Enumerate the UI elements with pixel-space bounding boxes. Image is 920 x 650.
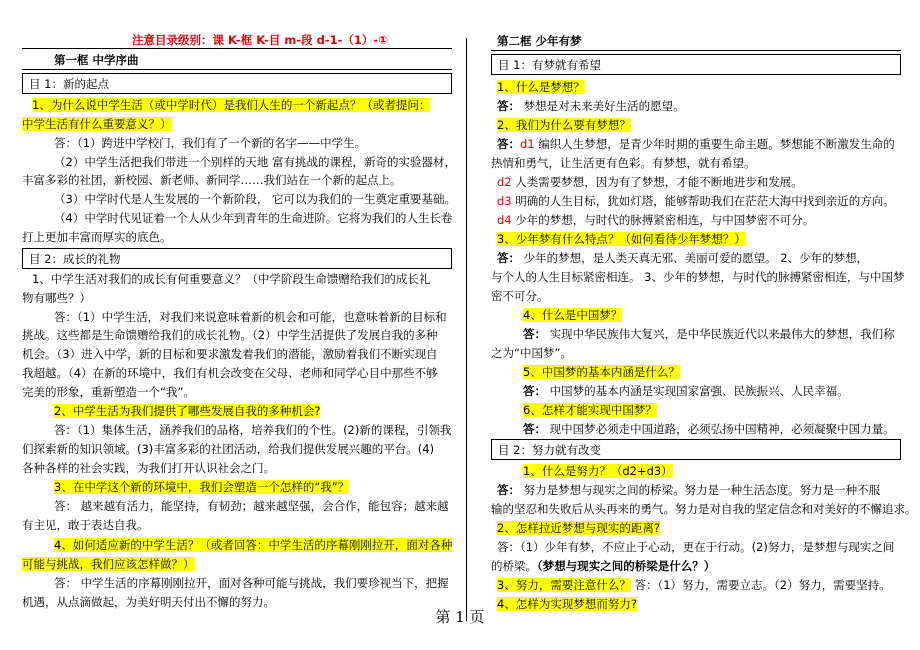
answer-line: 有主见，敢于表达自我。 — [22, 518, 149, 532]
answer-line: 1、中学生活对我们的成长有何重要意义？（中学阶段生命馈赠给我们的成长礼 — [32, 272, 431, 286]
answer-line: d4 少年的梦想，与时代的脉搏紧密相连，与中国梦密不可分。 — [497, 213, 815, 227]
answer-line: 答： 中学生活的序幕刚刚拉开，面对各种可能与挑战，我们要珍视当下，把握 — [54, 576, 449, 590]
question-line: 4、什么是中国梦？ — [523, 308, 623, 322]
question-line: 1、什么是梦想？ — [497, 80, 585, 94]
section-heading: 目 2：努力就有改变 — [491, 439, 901, 460]
section-heading: 目 1：有梦就有希望 — [491, 54, 901, 75]
answer-line: 的桥梁。（梦想与现实之间的桥梁是什么？） — [491, 559, 716, 573]
answer-line: （3）中学时代是人生发展的一个新阶段， 它可以为我们的一生奠定重要基础。 — [54, 192, 456, 206]
answer-line: 各种各样的社会实践，为我们打开认识社会之门。 — [22, 461, 275, 475]
question-line: 4、怎样为实现梦想而努力? — [497, 597, 637, 611]
question-line: 6、怎样才能实现中国梦？ — [523, 403, 657, 417]
answer-line: 答： 实现中华民族伟大复兴，是中华民族近代以来最伟大的梦想，我们称 — [523, 327, 895, 341]
question-line: 4、如何适应新的中学生活？（或者回答：中学生活的序幕刚刚拉开，面对各种 — [54, 538, 453, 552]
question-line: 3、少年梦有什么特点？（如何看待少年梦想？） — [497, 232, 746, 246]
answer-line: 与个人的人生目标紧密相连。 3、少年的梦想，与时代的脉搏紧密相连，与中国梦 — [491, 270, 905, 284]
answer-line: 密不可分。 — [491, 289, 549, 303]
answer-line: 答：（1）少年有梦，不应止于心动，更在于行动。(2)努力，是梦想与现实之间 — [497, 540, 895, 554]
page-number: 第 1 页 — [435, 608, 485, 626]
divider — [22, 48, 452, 49]
answer-line: 热情和勇气，让生活更有色彩。有梦想，就有希望。 — [491, 156, 756, 170]
question-line: 5、中国梦的基本内涵是什么？ — [523, 365, 680, 379]
answer-line: 物有哪些？） — [22, 291, 91, 305]
answer-line: 之为“中国梦”。 — [491, 346, 572, 360]
answer-line: 答： 现中国梦必须走中国道路，必须弘扬中国精神，必须凝聚中国力量。 — [523, 422, 895, 436]
answer-line: 完美的形象，重新塑造一个“我”。 — [22, 385, 195, 399]
answer-line: 机会。（3）进入中学，新的目标和要求激发着我们的潜能，激励着我们不断实现自 — [22, 347, 438, 361]
question-line: 1、为什么说中学生活（或中学时代）是我们人生的一个新起点？（或者提问： — [32, 98, 431, 112]
answer-line: 答：（1）中学生活，对我们来说意味着新的机会和可能，也意味着新的目标和 — [54, 310, 447, 324]
answer-line: 答：（1）集体生活，涵养我们的品格，培养我们的个性。(2)新的课程，引领我 — [54, 423, 452, 437]
question-line: 1、什么是努力？（d2+d3） — [523, 464, 673, 478]
section-heading: 目 2：成长的礼物 — [22, 248, 452, 269]
answer-line: 答： 梦想是对未来美好生活的愿望。 — [497, 99, 685, 113]
answer-line: 们探索新的知识领域。(3)丰富多彩的社团活动，给我们提供发展兴趣的平台。(4) — [22, 442, 435, 456]
answer-line: 答： 努力是梦想与现实之间的桥梁。努力是一种生活态度。努力是一种不服 — [497, 483, 881, 497]
frame-title: 第一框 中学序曲 — [54, 53, 139, 67]
level-note: 注意目录级别：课 K-框 K-目 m-段 d-1-（1）-① — [132, 33, 388, 47]
answer-line: 丰富多彩的社团，新校园、新老师、新同学……我们站在一个新的起点上。 — [22, 173, 402, 187]
answer-line: （4）中学时代见证着一个人从少年到青年的生命进阶。它将为我们的人生长卷 — [54, 211, 453, 225]
answer-line: 答：d1 编织人生梦想，是青少年时期的重要生命主题。梦想能不断激发生命的 — [497, 137, 895, 151]
answer-line: d2 人类需要梦想，因为有了梦想，才能不断地进步和发展。 — [497, 175, 803, 189]
question-line: 2、怎样拉近梦想与现实的距离? — [497, 521, 660, 535]
question-line: 3、在中学这个新的环境中，我们会塑造一个怎样的“我”？ — [54, 480, 350, 494]
frame-title: 第二框 少年有梦 — [497, 34, 582, 48]
answer-line: 答： 越来越有活力，能坚持，有韧劲；越来越坚强，会合作，能包容；越来越 — [54, 499, 449, 513]
answer-line: 我超越。（4）在新的环境中，我们有机会改变在父母、老师和同学心目中那些不够 — [22, 366, 438, 380]
answer-line: （2）中学生活把我们带进一个别样的天地 富有挑战的课程，新奇的实验器材， — [54, 155, 456, 169]
question-line: 3、努力，需要注意什么？ 答：（1）努力，需要立志。（2）努力，需要坚持。 — [497, 578, 891, 592]
answer-line: 答：（1）跨进中学校门，我们有了一个新的名字——中学生。 — [54, 136, 367, 150]
column-separator — [466, 38, 467, 621]
answer-line: d3 明确的人生目标，犹如灯塔，能够帮助我们在茫茫大海中找到亲近的方向。 — [497, 194, 895, 208]
section-heading: 目 1：新的起点 — [22, 73, 452, 94]
answer-line: 答： 少年的梦想，是人类天真无邪、美丽可爱的愿望。 2、少年的梦想， — [497, 251, 869, 265]
answer-line: 打上更加丰富而厚实的底色。 — [22, 230, 172, 244]
question-line: 2、我们为什么要有梦想？ — [497, 118, 631, 132]
question-line: 2、中学生活为我们提供了哪些发展自我的多种机会? — [54, 404, 321, 418]
divider — [22, 69, 452, 70]
answer-line: 答： 中国梦的基本内涵是实现国家富强、民族振兴、人民幸福。 — [523, 384, 849, 398]
question-line: 可能与挑战，我们应该怎样做？） — [22, 557, 195, 571]
answer-line: 挑战。这些都是生命馈赠给我们的成长礼物。（2）中学生活提供了发展自我的多种 — [22, 328, 438, 342]
answer-line: 输的坚忍和失败后从头再来的勇气。努力是对自我的坚定信念和对美好的不懈追求。 — [491, 502, 917, 516]
question-line: 中学生活有什么重要意义？） — [22, 117, 172, 131]
answer-line: 机遇，从点滴做起，为美好明天付出不懈的努力。 — [22, 595, 275, 609]
divider — [491, 50, 901, 51]
